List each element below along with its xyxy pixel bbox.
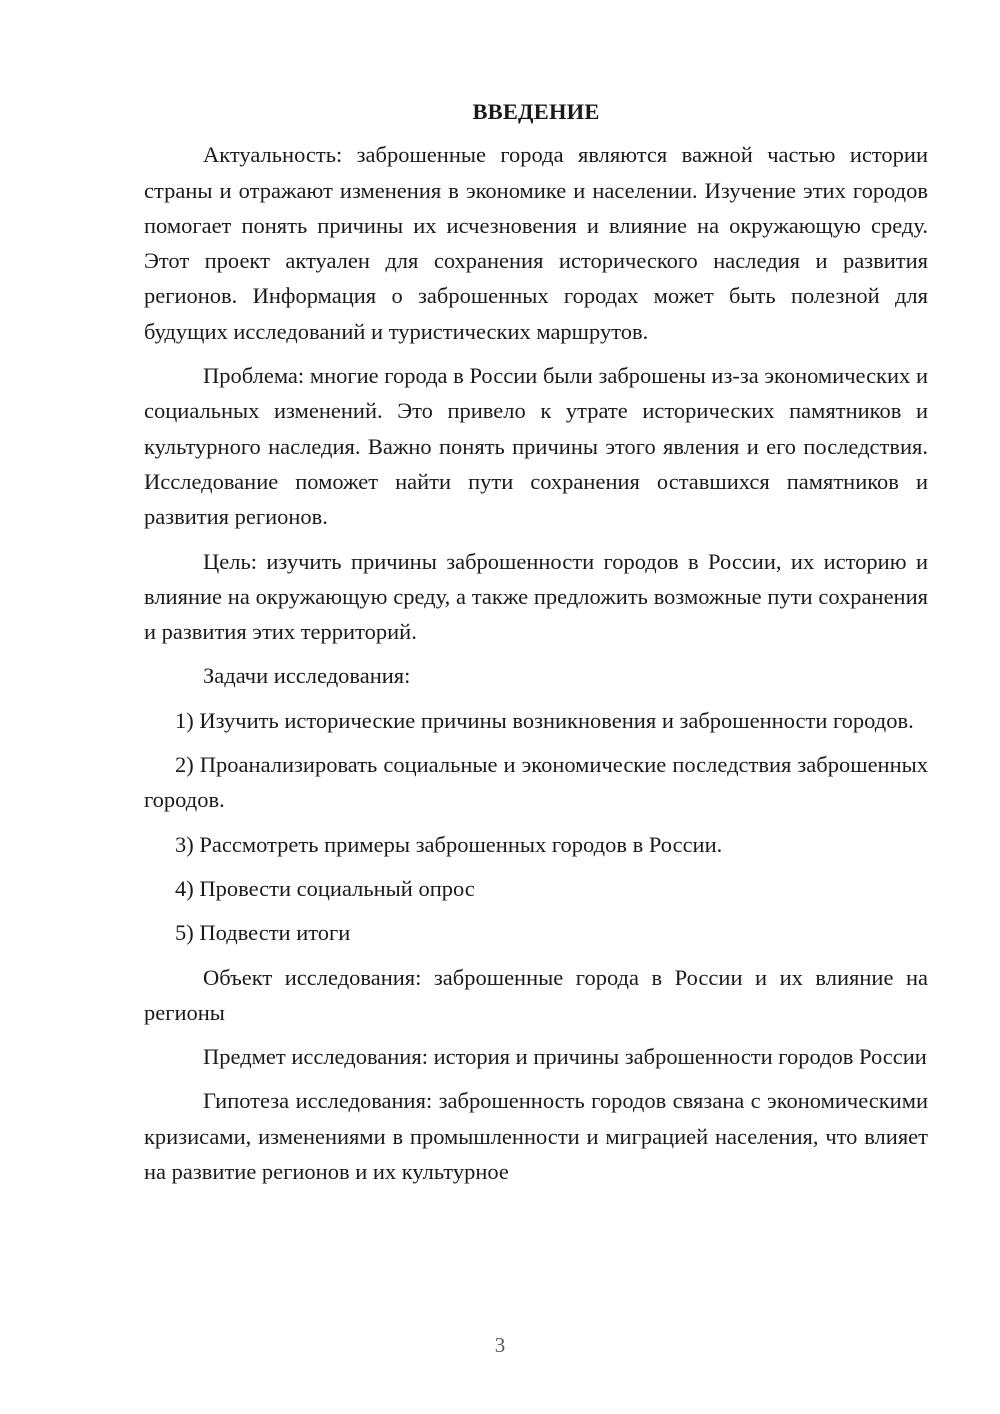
section-heading: ВВЕДЕНИЕ	[472, 99, 600, 124]
subject-paragraph: Предмет исследования: история и причины заброшенности городов России	[203, 1044, 927, 1070]
problem-paragraph: Проблема: многие города в России были заброшены из-за экономических и социальных изменений. Это привело к утрате исторических памятников и культурного наследия. Важно понять причины этого явления и его последствия. Исследование поможет найти пути сохранения оставшихся памятников и развития регионов.	[144, 363, 928, 530]
task-item-2: 2) Проанализировать социальные и экономические последствия заброшенных городов.	[144, 752, 928, 813]
relevance-paragraph: Актуальность: заброшенные города являются важной частью истории страны и отражают изменения в экономике и населении. Изучение этих городов помогает понять причины их исчезновения и влияние на окружающую среду. Этот проект актуален для сохранения исторического наследия и развития регионов. Информация о заброшенных городах может быть полезной для будущих исследований и туристических маршрутов.	[144, 142, 928, 344]
page-number: 3	[494, 1333, 506, 1357]
hypothesis-paragraph: Гипотеза исследования: заброшенность городов связана с экономическими кризисами, изменениями в промышленности и миграцией населения, что влияет на развитие регионов и их культурное	[144, 1088, 928, 1185]
task-item-1: 1) Изучить исторические причины возникновения и заброшенности городов.	[175, 707, 914, 733]
task-item-3: 3) Рассмотреть примеры заброшенных городов в России.	[175, 831, 723, 857]
tasks-title: Задачи исследования:	[203, 663, 411, 689]
task-item-5: 5) Подвести итоги	[175, 920, 351, 946]
object-paragraph: Объект исследования: заброшенные города в России и их влияние на регионы	[144, 964, 928, 1025]
task-item-4: 4) Провести социальный опрос	[175, 875, 475, 901]
goal-paragraph: Цель: изучить причины заброшенности городов в России, их историю и влияние на окружающую среду, а также предложить возможные пути сохранения и развития этих территорий.	[144, 548, 928, 645]
page-content	[144, 94, 928, 1198]
